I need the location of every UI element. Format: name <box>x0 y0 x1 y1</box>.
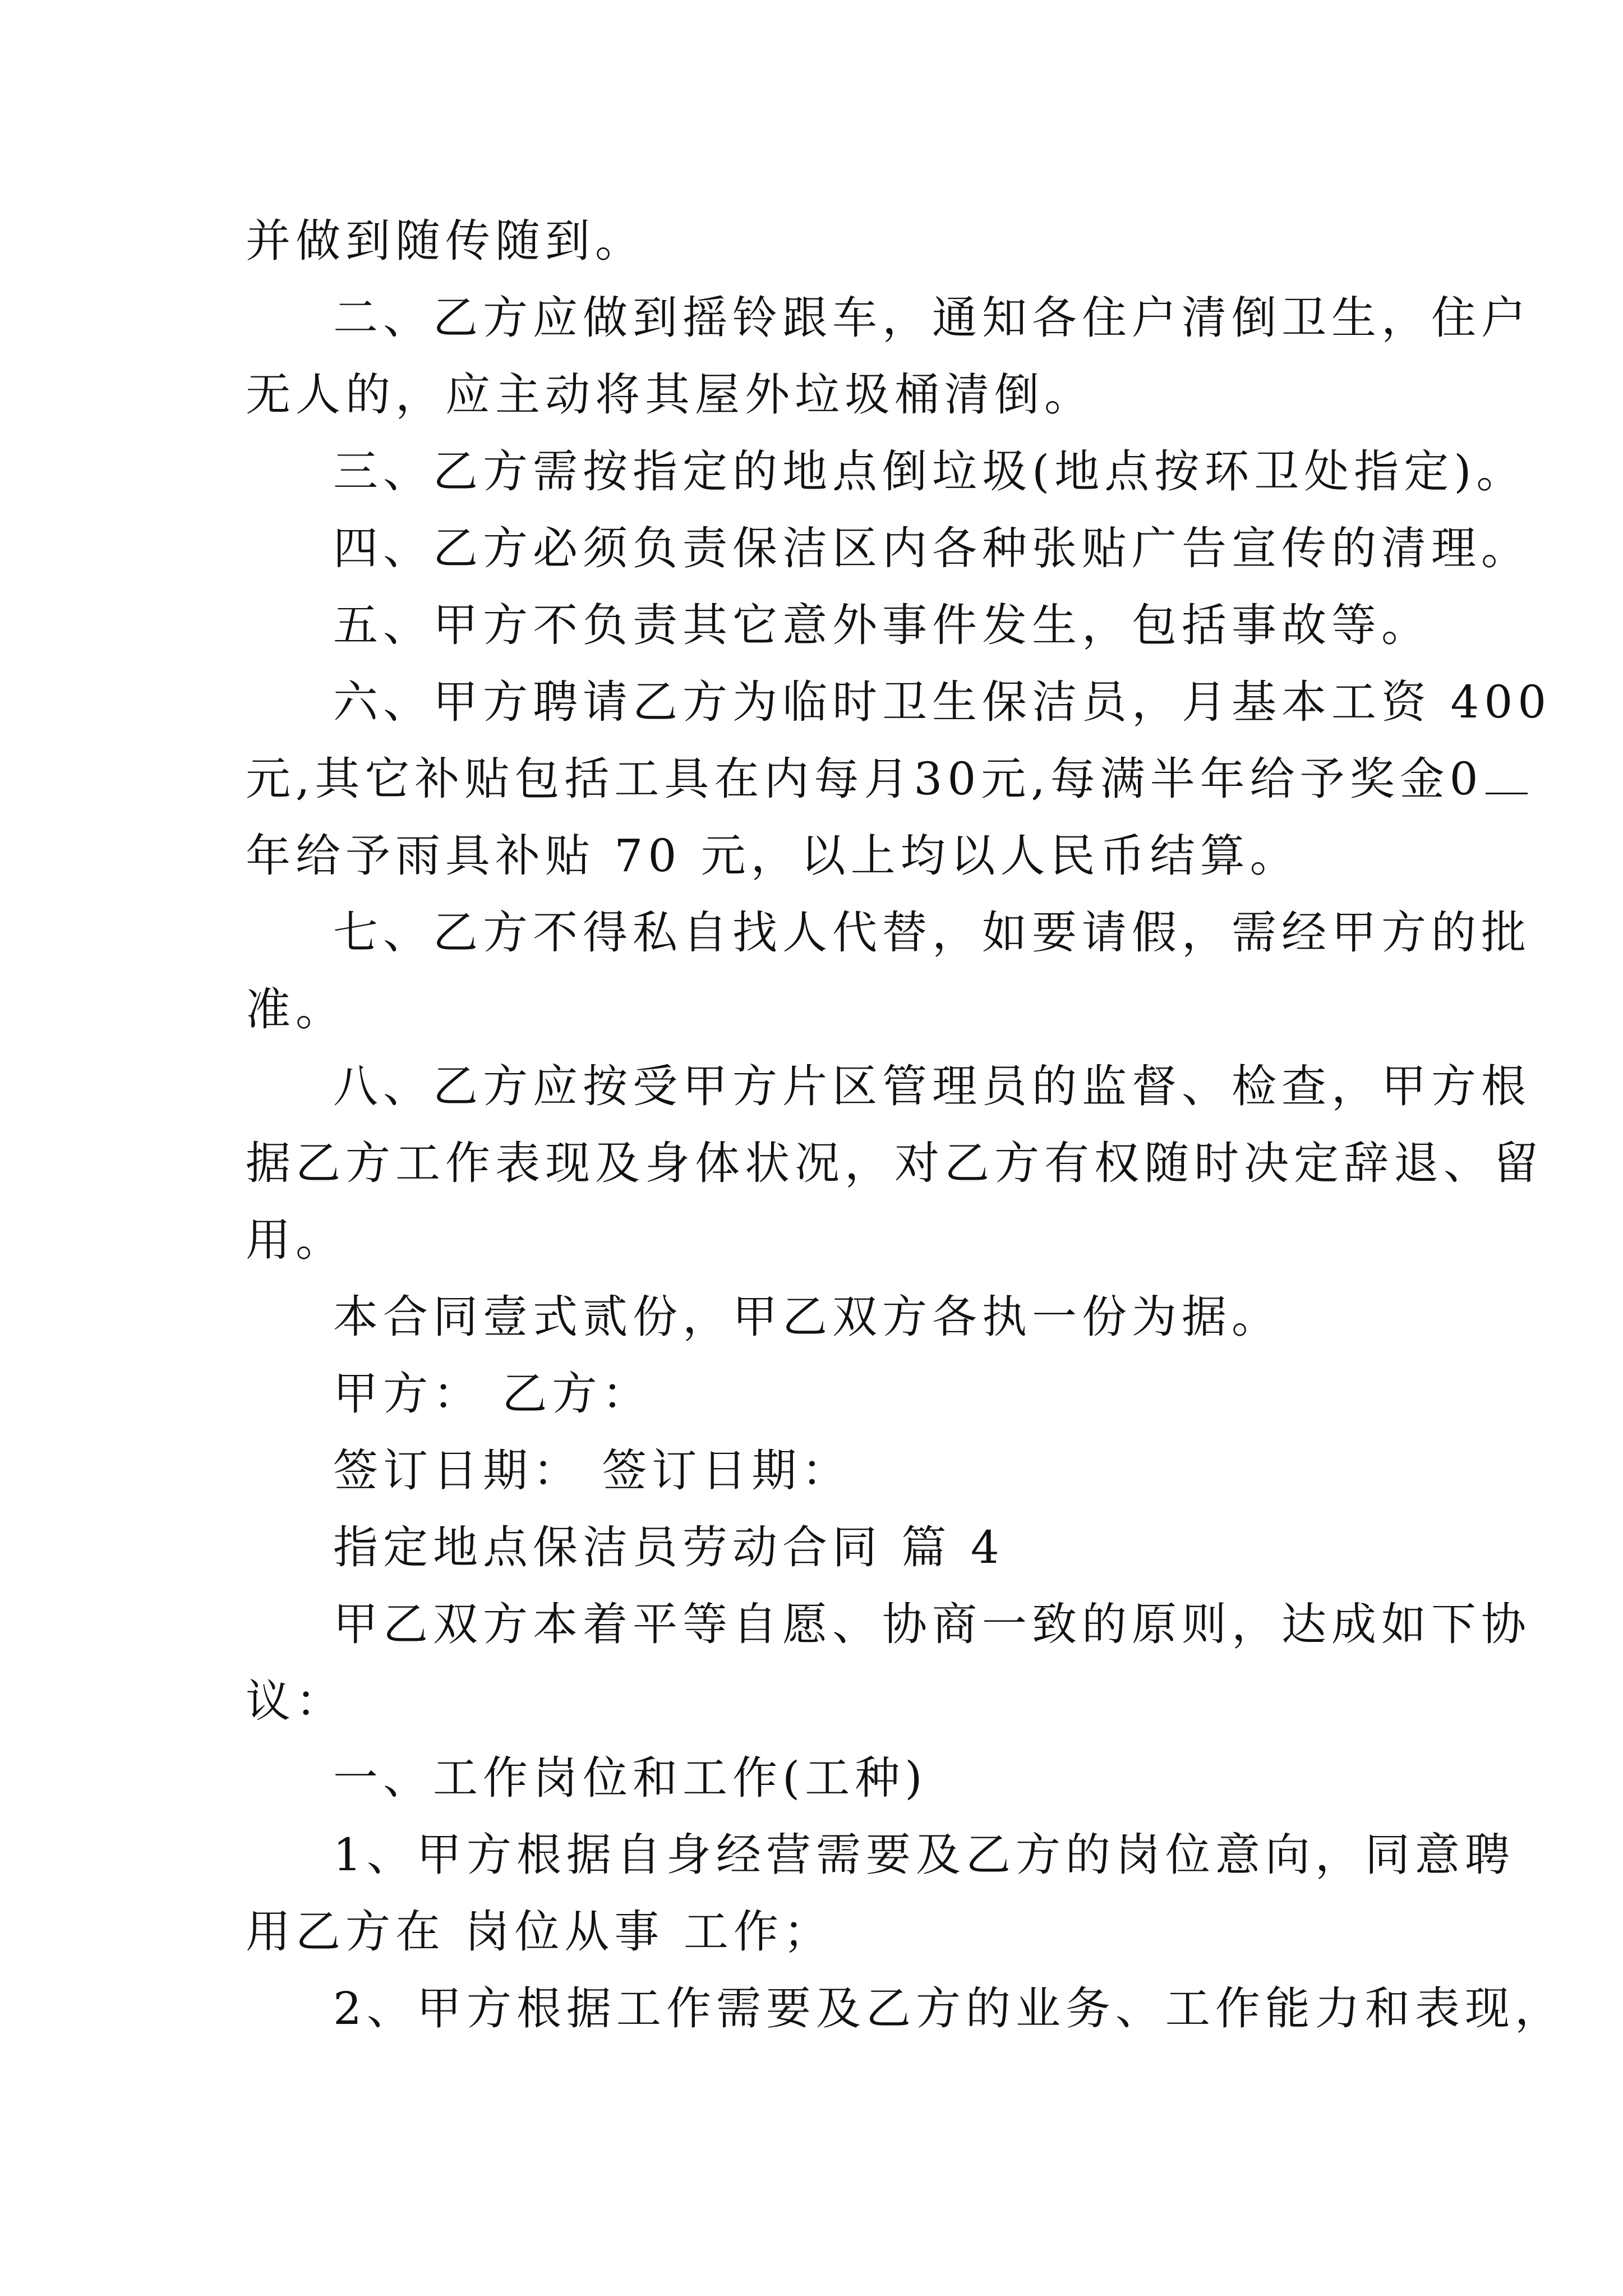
text-line: 用。 <box>246 1214 345 1266</box>
text-line: 本合同壹式贰份，甲乙双方各执一份为据。 <box>333 1291 1281 1343</box>
text-line: 1、甲方根据自身经营需要及乙方的岗位意向，同意聘 <box>333 1829 1515 1881</box>
text-line: 三、乙方需按指定的地点倒垃圾(地点按环卫处指定)。 <box>333 445 1527 498</box>
text-line: 签订日期： 签订日期： <box>333 1444 852 1497</box>
text-line: 四、乙方必须负责保洁区内各种张贴广告宣传的清理。 <box>333 522 1531 574</box>
text-line: 准。 <box>246 983 345 1036</box>
text-line: 据乙方工作表现及身体状况，对乙方有权随时决定辞退、留 <box>246 1137 1543 1189</box>
text-line: 无人的，应主动将其屋外垃圾桶清倒。 <box>246 369 1094 421</box>
blank-underline <box>1486 789 1528 794</box>
text-line: 七、乙方不得私自找人代替，如要请假，需经甲方的批 <box>333 907 1531 959</box>
text-line: 指定地点保洁员劳动合同 篇 4 <box>333 1521 1004 1573</box>
text-line: 一、工作岗位和工作(工种) <box>333 1752 928 1804</box>
text-line: 六、甲方聘请乙方为临时卫生保洁员，月基本工资 400 <box>333 676 1552 728</box>
text-line: 五、甲方不负责其它意外事件发生，包括事故等。 <box>333 599 1431 651</box>
text-line-content: 元,其它补贴包括工具在内每月30元,每满半年给予奖金0 <box>246 753 1483 805</box>
text-line: 2、甲方根据工作需要及乙方的业务、工作能力和表现， <box>333 1982 1565 2035</box>
text-line <box>0 740 1623 818</box>
text-line: 并做到随传随到。 <box>246 215 645 267</box>
text-line: 用乙方在 岗位从事 工作； <box>246 1906 833 1958</box>
text-line: 甲方： 乙方： <box>333 1368 652 1420</box>
text-line: 甲乙双方本着平等自愿、协商一致的原则，达成如下协 <box>333 1598 1531 1650</box>
text-line: 议： <box>246 1675 345 1727</box>
text-line: 二、乙方应做到摇铃跟车，通知各住户清倒卫生，住户 <box>333 292 1531 344</box>
text-line: 年给予雨具补贴 70 元，以上均以人民币结算。 <box>246 830 1300 882</box>
text-line: 八、乙方应按受甲方片区管理员的监督、检查，甲方根 <box>333 1060 1531 1112</box>
